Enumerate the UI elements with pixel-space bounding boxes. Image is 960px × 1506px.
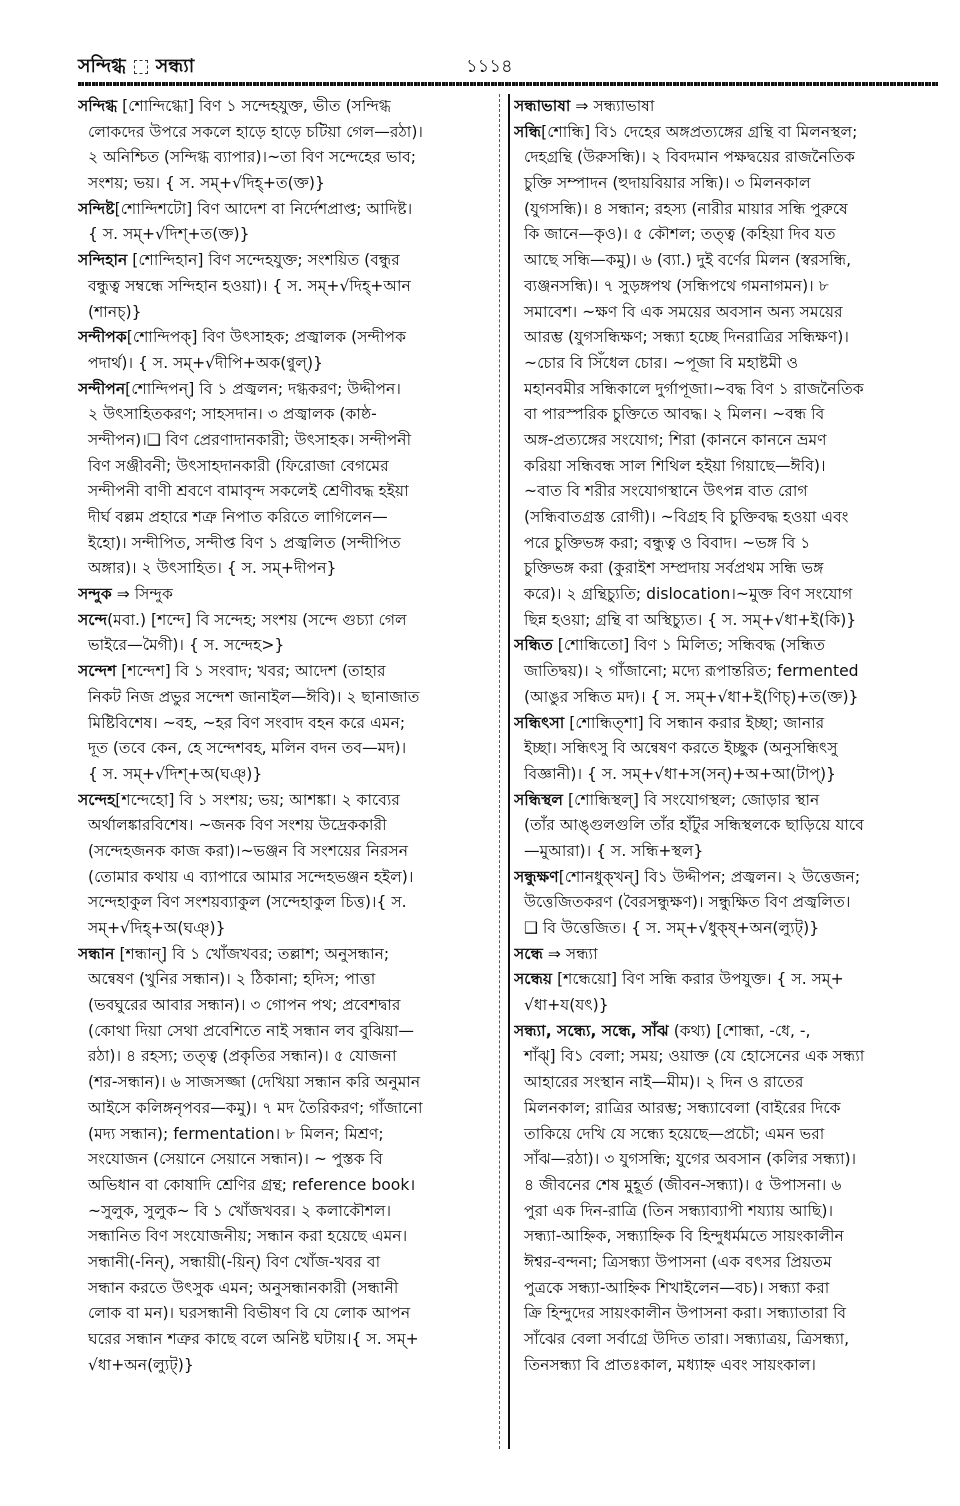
entry-line [514,685,942,711]
definition-text: লোকদের উপরে সকলে হাড়ে হাড়ে চটিয়া গেল—রঠা)। [88,122,423,141]
entry-line-headword [514,865,942,891]
definition-text: অভিধান বা কোষাদি শ্রেণির গ্রন্থ; reference book। [88,1175,416,1194]
definition-text: লোক বা মন)। ঘরসন্ধানী বিভীষণ বি যে লোক আপন [88,1304,411,1323]
entry-line-headword [514,942,942,968]
definition-text: [শোন্দিপন্] বি ১ প্রজ্বলন; দগ্ধকরণ; উদ্দীপন। [125,379,401,398]
definition-text: [শোন্দিশটো] বিণ আদেশ বা নির্দেশপ্রাপ্ত; আদিষ্ট। [114,199,413,218]
entry-line [78,1070,496,1096]
headword: সন্দীপক [78,328,127,347]
definition-text: সম্+√দিহ্+অ(ঘঞ্)} [88,919,226,937]
definition-text: (কোথা দিয়া সেথা প্রবেশিতে নাই সন্ধান লব বুঝিয়া— [88,1021,414,1040]
headword: সন্ধিস্থল [514,790,564,809]
definition-text: জাতিদ্বয়)। ২ গাঁজানো; মদ্যে রূপান্তরিত; fermented [524,662,859,681]
definition-text: ❑ বি উত্তেজিত। { স. সম্+√ধুক্ষ্+অন(ল্যুট্)} [524,919,820,937]
separator-box-icon [134,60,148,74]
entry-line-headword [514,633,942,659]
entry-line [78,1019,496,1045]
entry-line [78,839,496,865]
definition-text: সন্ধান করতে উৎসুক এমন; অনুসন্ধানকারী (সন্ধানী [88,1278,399,1297]
entry-line [514,890,942,916]
headword: সন্ধিৎসা [514,713,565,732]
definition-text: অঙ্গার)। ২ উৎসাহিত। { স. সম্+দীপন} [88,559,337,578]
definition-text: সাঁঝের বেলা সর্বাগ্রে উদিত তারা। সন্ধ্যাত্রয়, ত্রিসন্ধ্যা, [524,1330,850,1348]
entry-line [78,890,496,916]
entry-line-headword [78,325,496,351]
entry-line [514,1147,942,1173]
definition-text: (সন্দেহজনক কাজ করা)।~ভঞ্জন বি সংশয়ের নিরসন [88,841,409,860]
headword: সন্ধি [514,122,542,141]
headword: সন্দীপন [78,379,126,398]
entry-line [78,865,496,891]
entry-line [514,582,942,608]
headword: সন্ধুক্ষণ [514,867,559,886]
definition-text: সন্ধানী(-নিন্), সন্ধায়ী(-য়িন্) বিণ খোঁজ-খবর বা [88,1252,381,1271]
entry-line [78,1327,496,1353]
entry-line [514,1199,942,1225]
definition-text: ঈশ্বর-বন্দনা; ত্রিসন্ধ্যা উপাসনা (এক বৎসর প্রিয়তম [524,1252,832,1271]
entry-line-headword [78,582,496,608]
definition-text: [শোন্দিপক্] বিণ উৎসাহক; প্রজ্বালক (সন্দীপক [126,328,407,347]
entry-line [514,197,942,223]
definition-text: সন্দীপনী বাণী শ্রবণে বামাবৃন্দ সকলেই শ্রেণীবদ্ধ হইয়া [88,482,409,501]
definition-text: √ধা+য(যৎ)} [524,996,609,1015]
entry-line-headword [78,942,496,968]
entry-line [514,505,942,531]
definition-text: [শোন্দিহান] বিণ সন্দেহযুক্ত; সংশয়িত (বন্ধুর [127,251,400,270]
entry-line [514,351,942,377]
entry-line [514,1096,942,1122]
entry-line [78,993,496,1019]
headword: সন্ধ্যা, সন্ধ্যে, সন্ধে, সাঁঝ [514,1021,669,1040]
entry-line [514,1173,942,1199]
entry-line [514,222,942,248]
definition-text: দীর্ঘ বল্লম প্রহারে শত্রু নিপাত করিতে লাগিলেন— [88,508,388,526]
definition-text: ভাইরে—মৈগী)। { স. সন্দেহ>} [88,636,285,655]
definition-text: ~চোর বি সিঁধেল চোর। ~পূজা বি মহাষ্টমী ও [524,353,799,372]
headword: সন্দেহ [78,790,116,809]
headword: সন্দিষ্ট [78,199,115,218]
entry-line [78,531,496,557]
entry-line [514,659,942,685]
definition-text: আছে সন্ধি—কমু)। ৬ (ব্যা.) দুই বর্ণের মিলন (স্বরসন্ধি, [524,251,852,270]
entry-line [514,762,942,788]
definition-text: আরম্ভ (যুগসন্ধিক্ষণ; সন্ধ্যা হচ্ছে দিনরাত্রির সন্ধিক্ষণ)। [524,328,849,347]
definition-text: [শোন্দিগ্ধো] বিণ ১ সন্দেহযুক্ত, ভীত (সন্দিগ্ধ [117,97,391,115]
entry-line [78,300,496,326]
definition-text: বিণ সঞ্জীবনী; উৎসাহদানকারী (ফিরোজা বেগমের [88,456,389,475]
definition-text: (শর-সন্ধান)। ৬ সাজসজ্জা (দেখিয়া সন্ধান করি অনুমান [88,1073,421,1092]
entry-line [78,1224,496,1250]
entry-line [78,1353,496,1379]
entry-line [78,685,496,711]
entry-line [78,633,496,659]
definition-text: ⇒ সন্ধ্যা [542,944,598,963]
entry-line [78,916,496,942]
definition-text: সাঁঝ—রঠা)। ৩ যুগসন্ধি; যুগের অবসান (কলির সন্ধ্যা)। [524,1150,857,1169]
entry-line [78,505,496,531]
entry-line [78,222,496,248]
entry-line [514,1044,942,1070]
entry-line [514,1353,942,1379]
definition-text: সন্ধ্যা-আহ্নিক, সন্ধ্যাহ্নিক বি হিন্দুধর্মমতে সায়ংকালীন [524,1227,844,1246]
headword: সন্দে [78,610,108,629]
header-rule [78,82,938,86]
guide-word-first: সন্দিগ্ধ [78,55,126,77]
definition-text: { স. সম্+√দিশ্+ত(ক্ত)} [88,225,250,244]
entry-line [514,145,942,171]
entry-line [514,1070,942,1096]
definition-text: করিয়া সন্ধিবন্ধ সাল শিথিল হইয়া গিয়াছে—ঈবি)। [524,456,826,475]
definition-text: সংশয়; ভয়। { স. সম্+√দিহ্+ত(ক্ত)} [88,174,325,193]
entry-line [514,1250,942,1276]
entry-line [514,1276,942,1302]
definition-text: সন্দেহাকুল বিণ সংশয়ব্যাকুল (সন্দেহাকুল চিত্ত)।{ স. [88,893,407,912]
entry-line-headword [78,608,496,634]
entry-line [78,736,496,762]
definition-text: ২ উৎসাহিতকরণ; সাহসদান। ৩ প্রজ্বালক (কাষ্ঠ- [88,405,377,424]
definition-text: ক্রি হিন্দুদের সায়ংকালীন উপাসনা করা। সন্ধ্যাতারা বি [524,1304,847,1323]
definition-text: অঙ্গ-প্রত্যঙ্গের সংযোগ; শিরা (কাননে কাননে ভ্রমণ [524,430,827,449]
definition-text: √ধা+অন(ল্যুট্)} [88,1355,194,1374]
entry-line-headword [514,120,942,146]
column-divider [499,94,500,1449]
definition-text: করে)। ২ গ্রন্থিচ্যুতি; dislocation।~মুক্ত বিণ সংযোগ [524,585,853,604]
entry-line [78,967,496,993]
definition-text: ইচ্ছা। সন্ধিৎসু বি অন্বেষণ করতে ইচ্ছুক (অনুসন্ধিৎসু [524,739,838,758]
definition-text: (তাঁর আঙ্গুলগুলি তাঁর হাঁটুর সন্ধিস্থলকে ছাড়িয়ে যাবে [524,816,864,835]
entry-line-headword [514,967,942,993]
headword: সন্ধাভাষা [514,97,571,115]
entry-line [78,479,496,505]
definition-text: ইহো)। সন্দীপিত, সন্দীপ্ত বিণ ১ প্রজ্বলিত (সন্দীপিত [88,533,401,552]
definition-text: [শোন্ধিস্থল্] বি সংযোগস্থল; জোড়ার স্থান [563,790,820,809]
definition-text: [শন্দেহো] বি ১ সংশয়; ভয়; আশঙ্কা। ২ কাব্যের [115,790,401,809]
definition-text: বা পারস্পরিক চুক্তিতে আবদ্ধ। ২ মিলন। ~বন্ধ বি [524,405,825,424]
definition-text: (সন্ধিবাতগ্রস্ত রোগী)। ~বিগ্রহ বি চুক্তিবদ্ধ হওয়া এবং [524,508,849,526]
definition-text: দূত (তবে কেন, হে সন্দেশবহ, মলিন বদন তব—মদ)। [88,739,407,758]
entry-line [78,454,496,480]
running-header [78,52,938,82]
definition-text: চুক্তি সম্পাদন (হুদায়বিয়ার সন্ধি)। ৩ মিলনকাল [524,174,811,193]
entry-line [78,1147,496,1173]
entry-line [78,813,496,839]
definition-text: তিনসন্ধ্যা বি প্রাতঃকাল, মধ্যাহ্ন এবং সায়ংকাল। [524,1355,816,1374]
entry-line [514,531,942,557]
entry-line [514,608,942,634]
definition-text: সমাবেশ। ~ক্ষণ বি এক সময়ের অবসান অন্য সময়ের [524,302,843,321]
definition-text: চুক্তিভঙ্গ করা (কুরাইশ সম্প্রদায় সর্বপ্রথম সন্ধি ভঙ্গ [524,559,824,578]
definition-text: রঠা)। ৪ রহস্য; তত্ত্ব (প্রকৃতির সন্ধান)। ৫ যোজনা [88,1047,397,1066]
entry-line [78,145,496,171]
definition-text: [শোনধুক্খন্] বি১ উদ্দীপন; প্রজ্বলন। ২ উত্তেজন; [558,867,861,886]
right-column [508,94,942,1449]
definition-text: (যুগসন্ধি)। ৪ সন্ধান; রহস্য (নারীর মায়ার সন্ধি পুরুষে [524,199,848,218]
definition-text: সংযোজন (সেয়ানে সেয়ানে সন্ধান)। ~ পুস্তক বি [88,1150,383,1169]
entry-line [78,402,496,428]
entry-line-headword [514,94,942,120]
entry-line [514,479,942,505]
headword: সন্দিগ্ধ [78,97,118,115]
definition-text: মহানবমীর সন্ধিকালে দুর্গাপূজা।~বদ্ধ বিণ ১ রাজনৈতিক [524,379,864,398]
entry-line [78,556,496,582]
entry-line [78,351,496,377]
definition-text: বন্ধুত্ব সম্বন্ধে সন্দিহান হওয়া)। { স. সম্+√দিহ্+আন [88,276,411,295]
entry-line [514,274,942,300]
definition-text: [শন্ধান্] বি ১ খোঁজখবর; তল্লাশ; অনুসন্ধান; [114,944,390,963]
headword: সন্দেশ [78,662,117,681]
definition-text: (তোমার কথায় এ ব্যাপারে আমার সন্দেহভঞ্জন হইল)। [88,867,414,886]
definition-text: বিজ্ঞানী)। { স. সম্+√ধা+স(সন্)+অ+আ(টাপ্)} [524,764,836,783]
entry-line [514,556,942,582]
definition-text: [শোন্ধিতো] বিণ ১ মিলিত; সন্ধিবদ্ধ (সন্ধিত [552,636,826,655]
definition-text: পুরা এক দিন-রাত্রি (তিন সন্ধ্যাব্যাপী শয্যায় আছি)। [524,1201,834,1220]
entry-line [514,377,942,403]
definition-text: [শোন্ধিত্শা] বি সন্ধান করার ইচ্ছা; জানার [564,713,825,732]
headword: সন্ধান [78,944,115,963]
definition-text: মিষ্টিবিশেষ। ~বহ, ~হর বিণ সংবাদ বহন করে এমন; [88,713,406,732]
definition-text: আহারের সংস্থান নাই—মীম)। ২ দিন ও রাতের [524,1073,804,1092]
definition-text: (শানচ্)} [88,302,142,321]
entry-line [78,1044,496,1070]
entry-line-headword [78,94,496,120]
definition-text: ⇒ সিন্দুক [111,585,173,604]
definition-text: ৪ জীবনের শেষ মুহূর্ত (জীবন-সন্ধ্যা)। ৫ উপাসনা। ৬ [524,1175,842,1194]
entry-line [78,1199,496,1225]
entry-line-headword [514,1019,942,1045]
entry-line [78,171,496,197]
definition-text: সন্দীপন)।❑ বিণ প্রেরণাদানকারী; উৎসাহক। সন্দীপনী [88,430,412,449]
definition-text: [শন্ধেয়ো] বিণ সন্ধি করার উপযুক্ত। { স. সম্+ [552,970,844,989]
entry-line [514,248,942,274]
entry-line [78,1096,496,1122]
entry-line-headword [78,377,496,403]
entry-line [514,325,942,351]
definition-text: ~সুলুক, সুলুক~ বি ১ খোঁজখবর। ২ কলাকৌশল। [88,1201,392,1220]
entry-line [514,428,942,454]
definition-text: উত্তেজিতকরণ (বৈরসন্ধুক্ষণ)। সন্ধুক্ষিত বিণ প্রজ্বলিত। [524,893,851,912]
definition-text: —মুআরা)। { স. সন্ধি+স্থল} [524,841,704,860]
definition-text: ছিন্ন হওয়া; গ্রন্থি বা অস্থিচ্যুত। { স. সম্+√ধা+ই(কি)} [524,610,857,629]
entry-line [78,1301,496,1327]
entry-line [78,762,496,788]
entry-line-headword [78,659,496,685]
definition-text: দেহগ্রন্থি (উরুসন্ধি)। ২ বিবদমান পক্ষদ্বয়ের রাজনৈতিক [524,148,855,167]
guide-word-last: সন্ধ্যা [155,55,195,77]
entry-line [78,1276,496,1302]
headword: সন্দুক [78,585,112,604]
entry-line [514,1327,942,1353]
entry-line [514,1301,942,1327]
entry-line [514,300,942,326]
entry-line [78,428,496,454]
definition-text: মিলনকাল; রাত্রির আরম্ভ; সন্ধ্যাবেলা (বাইরের দিকে [524,1098,841,1117]
definition-text: (ভবঘুরের আবার সন্ধান)। ৩ গোপন পথ; প্রবেশদ্বার [88,996,401,1015]
definition-text: ব্যঞ্জনসন্ধি)। ৭ সুড়ঙ্গপথ (সন্ধিপথে গমনাগমন)। ৮ [524,276,829,295]
definition-text: ২ অনিশ্চিত (সন্দিগ্ধ ব্যাপার)।~তা বিণ সন্দেহের ভাব; [88,148,417,167]
definition-text: { স. সম্+√দিশ্+অ(ঘঞ্)} [88,764,263,783]
entry-line [78,711,496,737]
entry-line [514,402,942,428]
entry-line [514,171,942,197]
entry-line [514,916,942,942]
entry-line [514,454,942,480]
definition-text: অর্থালঙ্কারবিশেষ। ~জনক বিণ সংশয় উদ্রেককারী [88,816,387,835]
entry-line-headword [78,197,496,223]
guide-words [78,52,194,84]
entry-line [78,274,496,300]
entry-line [78,1173,496,1199]
entry-line [78,120,496,146]
entry-line-headword [514,711,942,737]
headword: সন্দিহান [78,251,128,270]
definition-text: (মদ্য সন্ধান); fermentation। ৮ মিলন; মিশ্রণ; [88,1124,384,1143]
entry-line [514,993,942,1019]
entry-line-headword [514,788,942,814]
entry-line-headword [78,788,496,814]
entry-line [78,1250,496,1276]
definition-text: (কথ্য) [শোন্ধা, -ধে, -, [668,1021,811,1040]
definition-text: আইসে কলিঙ্গনৃপবর—কমু)। ৭ মদ তৈরিকরণ; গাঁজানো [88,1098,423,1117]
definition-text: ~বাত বি শরীর সংযোগস্থানে উৎপন্ন বাত রোগ [524,482,808,501]
definition-text: [শন্দেশ] বি ১ সংবাদ; খবর; আদেশ (তাহার [116,662,386,681]
entry-line-headword [78,248,496,274]
definition-text: (আঙুর সন্ধিত মদ)। { স. সম্+√ধা+ই(ণিচ্)+ত(ক্ত)} [524,687,859,706]
entry-line [514,1122,942,1148]
headword: সন্ধে [514,944,543,963]
definition-text: কি জানে—কৃও)। ৫ কৌশল; তত্ত্ব (কহিয়া দিব যত [524,225,836,244]
definition-text: নিকট নিজ প্রভুর সন্দেশ জানাইল—ঈবি)। ২ ছানাজাত [88,687,420,706]
definition-text: পুত্রকে সন্ধ্যা-আহ্নিক শিখাইলেন—বচ)। সন্ধ্যা করা [524,1278,830,1297]
definition-text: পরে চুক্তিভঙ্গ করা; বন্ধুত্ব ও বিবাদ। ~ভঙ্গ বি ১ [524,533,811,552]
left-column [78,94,496,1378]
definition-text: শাঁঝ্] বি১ বেলা; সময়; ওয়াক্ত (যে হোসেনের এক সন্ধ্যা [524,1047,865,1066]
definition-text: পদার্থ)। { স. সম্+√দীপি+অক(ণ্বুল্)} [88,353,323,372]
entry-line [514,839,942,865]
definition-text: অন্বেষণ (খুনির সন্ধান)। ২ ঠিকানা; হদিস; পাত্তা [88,970,376,989]
definition-text: (মবা.) [শন্দে] বি সন্দেহ; সংশয় (সন্দে গুচ্যা গেল [107,610,407,629]
entry-line [78,1122,496,1148]
definition-text: তাকিয়ে দেখি যে সন্ধ্যে হয়েছে—প্রচৌ; এমন ভরা [524,1124,825,1143]
headword: সন্ধিত [514,636,553,655]
definition-text: ⇒ সন্ধ্যাভাষা [570,97,655,115]
page-number: ১১১৪ [466,56,513,77]
entry-line [514,813,942,839]
entry-line [514,736,942,762]
definition-text: [শোন্ধি] বি১ দেহের অঙ্গপ্রত্যঙ্গের গ্রন্থি বা মিলনস্থল; [541,122,858,141]
definition-text: ঘরের সন্ধান শত্রুর কাছে বলে অনিষ্ট ঘটায়।{ স. সম্+ [88,1330,419,1348]
entry-line [514,1224,942,1250]
definition-text: সন্ধানিত বিণ সংযোজনীয়; সন্ধান করা হয়েছে এমন। [88,1227,408,1246]
headword: সন্ধেয় [514,970,553,989]
